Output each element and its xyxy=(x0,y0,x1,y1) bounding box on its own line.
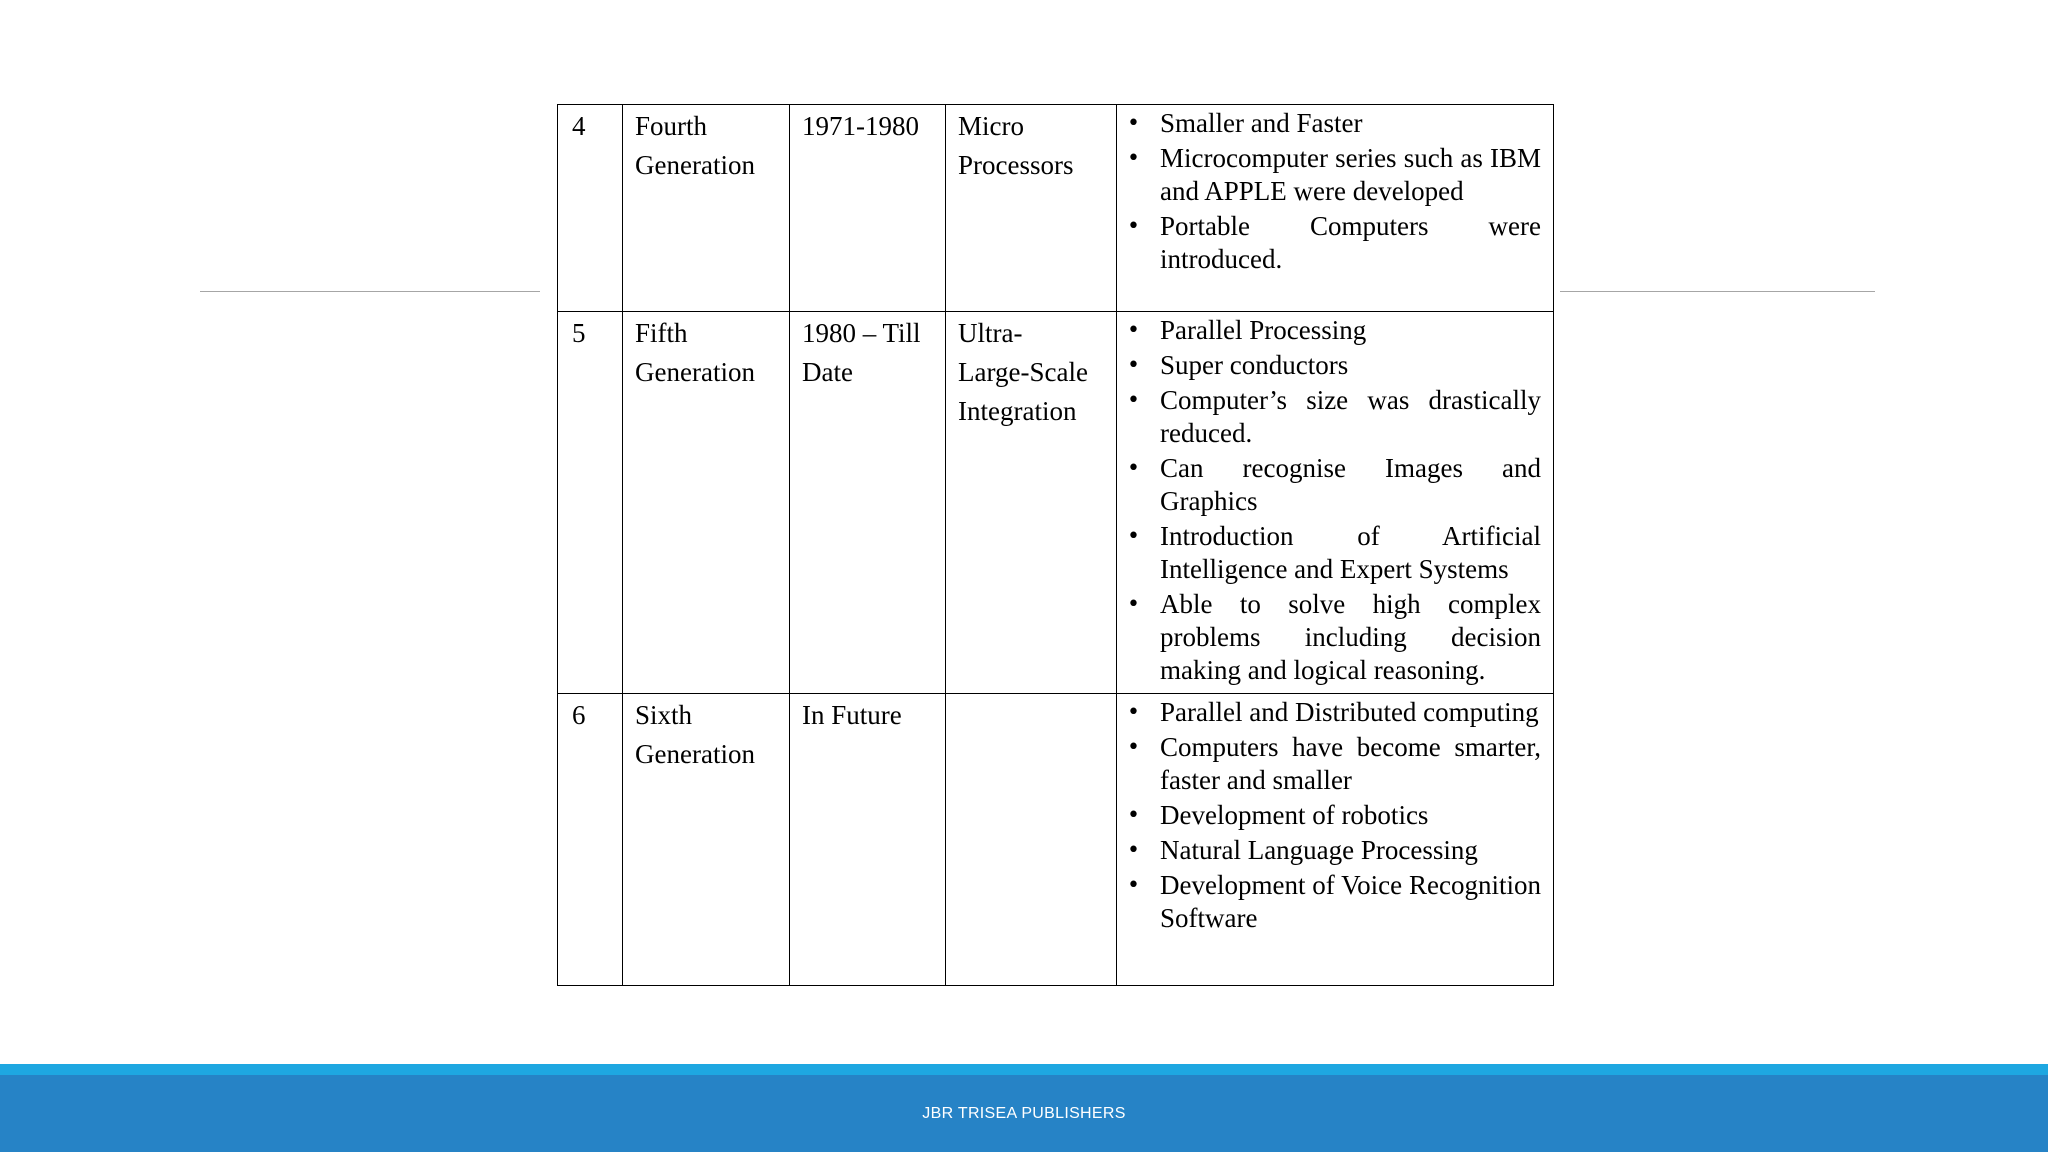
list-item: • Parallel and Distributed computing xyxy=(1127,696,1541,729)
generation-number-cell: 4 xyxy=(558,105,623,312)
list-item: • Can recognise Images and Graphics xyxy=(1127,452,1541,518)
period-cell: In Future xyxy=(790,694,946,986)
list-item: • Introduction of Artificial Intelligence and Expert Systems xyxy=(1127,520,1541,586)
generation-name-cell: Fourth Generation xyxy=(623,105,790,312)
period-cell: 1971-1980 xyxy=(790,105,946,312)
list-item: • Super conductors xyxy=(1127,349,1541,382)
computer-generations-table xyxy=(557,104,1554,986)
technology-cell: Micro Processors xyxy=(946,105,1117,312)
list-item: • Parallel Processing xyxy=(1127,314,1541,347)
features-cell xyxy=(1117,312,1554,694)
decorative-rule-left xyxy=(200,291,540,292)
generation-number-cell: 5 xyxy=(558,312,623,694)
features-cell xyxy=(1117,694,1554,986)
generation-name-cell: Fifth Generation xyxy=(623,312,790,694)
list-item: • Computer’s size was drastically reduced. xyxy=(1127,384,1541,450)
table-row xyxy=(558,312,1554,694)
features-list xyxy=(1127,314,1541,687)
table-row xyxy=(558,694,1554,986)
technology-cell xyxy=(946,694,1117,986)
footer-accent-stripe xyxy=(0,1064,2048,1075)
footer-publisher-text: JBR TRISEA PUBLISHERS xyxy=(922,1105,1126,1122)
generation-number-cell: 6 xyxy=(558,694,623,986)
generation-name-cell: Sixth Generation xyxy=(623,694,790,986)
period-cell: 1980 – Till Date xyxy=(790,312,946,694)
list-item: • Development of Voice Recognition Software xyxy=(1127,869,1541,935)
features-cell xyxy=(1117,105,1554,312)
list-item: • Portable Computers were introduced. xyxy=(1127,210,1541,276)
list-item: • Able to solve high complex problems including decision making and logical reasoning. xyxy=(1127,588,1541,687)
features-list xyxy=(1127,696,1541,935)
list-item: • Smaller and Faster xyxy=(1127,107,1541,140)
features-list xyxy=(1127,107,1541,276)
list-item: • Computers have become smarter, faster and smaller xyxy=(1127,731,1541,797)
table-row xyxy=(558,105,1554,312)
list-item: • Microcomputer series such as IBM and APPLE were developed xyxy=(1127,142,1541,208)
technology-cell: Ultra- Large-Scale Integration xyxy=(946,312,1117,694)
list-item: • Natural Language Processing xyxy=(1127,834,1541,867)
decorative-rule-right xyxy=(1560,291,1875,292)
list-item: • Development of robotics xyxy=(1127,799,1541,832)
